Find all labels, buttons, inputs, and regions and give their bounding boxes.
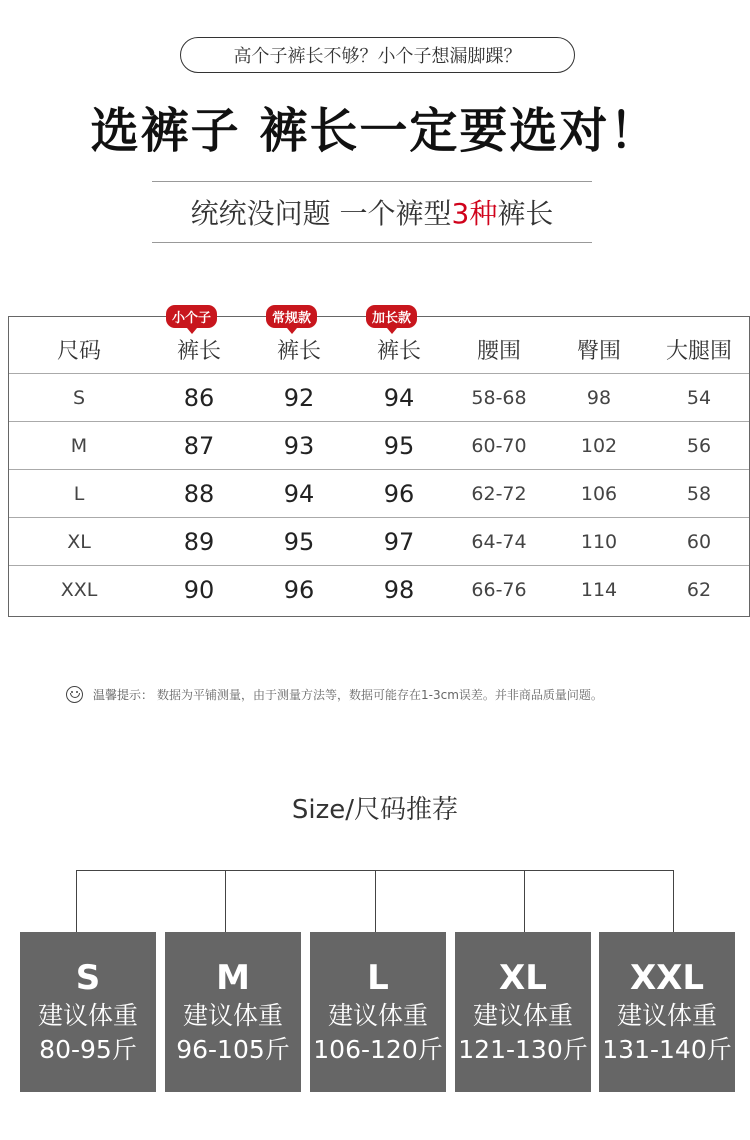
cell-length-short: 88 [183, 479, 215, 508]
header-length-regular [249, 311, 349, 373]
connector-vertical [375, 870, 376, 932]
header-length-short [149, 311, 249, 373]
size-box-label: 建议体重 [472, 1001, 573, 1030]
size-box-xl [455, 932, 591, 1092]
connector-vertical [673, 870, 674, 932]
size-box-size: XXL [629, 958, 705, 998]
size-box-weight: 80-95斤 [39, 1035, 137, 1064]
size-box-l [310, 932, 446, 1092]
cell-hip: 114 [580, 578, 618, 601]
size-box-size: M [216, 958, 250, 998]
header-length-label: 裤长 [176, 339, 221, 364]
cell-length-short: 87 [183, 431, 215, 460]
subline-part1: 统统没问题 一个裤型 [190, 197, 452, 230]
cell-length-regular: 96 [283, 575, 315, 604]
subline-highlight: 3种 [451, 197, 498, 230]
cell-hip: 110 [580, 530, 618, 553]
cell-hip: 98 [586, 386, 612, 409]
cell-size: XXL [60, 578, 98, 601]
size-box-size: L [367, 958, 389, 998]
cell-hip: 102 [580, 434, 618, 457]
size-box-label: 建议体重 [37, 1001, 138, 1030]
cell-hip: 106 [580, 482, 618, 505]
table-row [9, 373, 749, 421]
tag-petite: 小个子 [166, 305, 217, 328]
subline-part2: 裤长 [497, 197, 554, 230]
cell-waist: 58-68 [471, 386, 527, 409]
cell-length-long: 97 [383, 527, 415, 556]
table-row [9, 517, 749, 565]
cell-length-regular: 94 [283, 479, 315, 508]
connector-vertical [76, 870, 77, 932]
measurement-tip [66, 686, 603, 703]
cell-length-long: 96 [383, 479, 415, 508]
size-connector-lines [0, 870, 750, 932]
size-box-s [20, 932, 156, 1092]
header-waist: 腰围 [476, 339, 521, 364]
size-box-size: XL [499, 958, 547, 998]
cell-waist: 64-74 [471, 530, 527, 553]
cell-thigh: 60 [686, 530, 712, 553]
cell-size: L [73, 482, 85, 505]
cell-waist: 66-76 [471, 578, 527, 601]
cell-thigh: 58 [686, 482, 712, 505]
cell-length-short: 89 [183, 527, 215, 556]
size-box-size: S [75, 958, 101, 998]
cell-length-regular: 95 [283, 527, 315, 556]
size-box-m [165, 932, 301, 1092]
table-row [9, 421, 749, 469]
connector-vertical [225, 870, 226, 932]
cell-waist: 60-70 [471, 434, 527, 457]
size-box-weight: 121-130斤 [458, 1035, 588, 1064]
pill-text: 高个子裤长不够？小个子想漏脚踝？ [233, 46, 522, 67]
cell-size: XL [67, 530, 91, 553]
tip-text: 数据为平铺测量，由于测量方法等，数据可能存在1-3cm误差。并非商品质量问题。 [157, 688, 603, 702]
tag-regular: 常规款 [266, 305, 317, 328]
cell-length-regular: 93 [283, 431, 315, 460]
size-box-weight: 96-105斤 [176, 1035, 290, 1064]
cell-size: S [72, 386, 86, 409]
size-box-label: 建议体重 [182, 1001, 283, 1030]
cell-length-short: 90 [183, 575, 215, 604]
cell-thigh: 56 [686, 434, 712, 457]
cell-waist: 62-72 [471, 482, 527, 505]
header-thigh: 大腿围 [665, 339, 732, 364]
header-length-label: 裤长 [376, 339, 421, 364]
cell-thigh: 62 [686, 578, 712, 601]
table-header-row [9, 311, 749, 373]
header-length-long [349, 311, 449, 373]
table-row [9, 565, 749, 613]
size-table [8, 311, 750, 617]
size-box-label: 建议体重 [327, 1001, 428, 1030]
header-length-label: 裤长 [276, 339, 321, 364]
top-question-pill [180, 37, 575, 73]
size-box-label: 建议体重 [616, 1001, 717, 1030]
header-hip: 臀围 [576, 339, 621, 364]
tip-label: 温馨提示： [93, 688, 154, 702]
cell-length-long: 98 [383, 575, 415, 604]
size-box-weight: 106-120斤 [313, 1035, 443, 1064]
cell-length-regular: 92 [283, 383, 315, 412]
header-size: 尺码 [56, 339, 101, 364]
cell-size: M [70, 434, 88, 457]
size-box-weight: 131-140斤 [602, 1035, 732, 1064]
connector-vertical [524, 870, 525, 932]
cell-length-long: 95 [383, 431, 415, 460]
page-headline: 选裤子 裤长一定要选对！ [90, 103, 660, 159]
size-recommend-title: Size/尺码推荐 [291, 795, 459, 825]
size-box-xxl [599, 932, 735, 1092]
cell-thigh: 54 [686, 386, 712, 409]
tag-long: 加长款 [366, 305, 417, 328]
subline [152, 181, 592, 243]
smile-icon [66, 686, 83, 703]
table-row [9, 469, 749, 517]
cell-length-short: 86 [183, 383, 215, 412]
cell-length-long: 94 [383, 383, 415, 412]
